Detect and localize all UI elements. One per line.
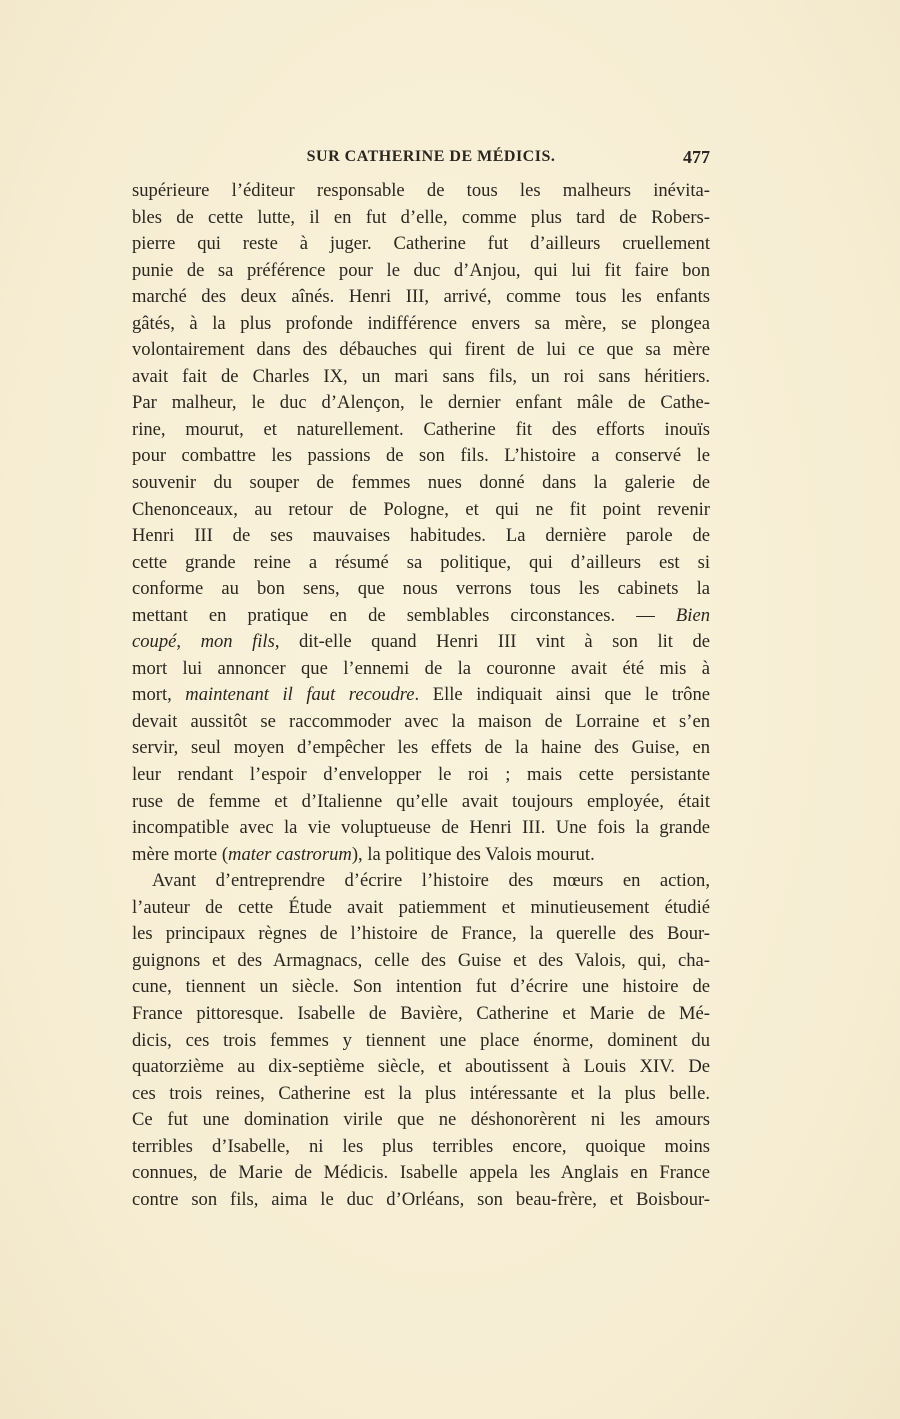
page-number: 477 [683, 147, 710, 167]
text-segment: guignons et des Armagnacs, celle des Guise et des Valois, qui, cha- [132, 949, 710, 971]
text-line [132, 1001, 710, 1028]
text-line [132, 1187, 710, 1214]
text-line [132, 921, 710, 948]
text-line [132, 762, 710, 789]
text-segment: ces trois reines, Catherine est la plus intéressante et la plus belle. [132, 1082, 710, 1104]
text-segment: , [176, 631, 201, 653]
text-line [132, 576, 710, 603]
text-line [132, 1028, 710, 1055]
text-segment: France pittoresque. Isabelle de Bavière, Catherine et Marie de Mé- [132, 1002, 710, 1024]
body-text [132, 178, 710, 1213]
text-line [132, 178, 710, 205]
text-line [132, 390, 710, 417]
text-line [132, 1081, 710, 1108]
text-line [132, 735, 710, 762]
text-segment: pour combattre les passions de son fils. L’histoire a conservé le [132, 445, 710, 467]
text-line [132, 948, 710, 975]
italic-text: coupé [132, 631, 177, 653]
text-line [132, 1054, 710, 1081]
text-segment: leur rendant l’espoir d’envelopper le roi ; mais cette persistante [132, 764, 710, 786]
text-line [132, 1160, 710, 1187]
text-segment: cette grande reine a résumé sa politique, qui d’ailleurs est si [132, 551, 710, 573]
text-line [132, 364, 710, 391]
italic-text: mater castrorum [228, 843, 352, 865]
text-segment: supérieure l’éditeur responsable de tous les malheurs inévita- [132, 180, 710, 201]
text-segment: gâtés, à la plus profonde indifférence envers sa mère, se plongea [132, 312, 710, 334]
text-segment: volontairement dans des débauches qui firent de lui ce que sa mère [132, 339, 710, 361]
text-segment: pierre qui reste à juger. Catherine fut d’ailleurs cruellement [132, 233, 710, 255]
text-line [132, 337, 710, 364]
text-line [132, 523, 710, 550]
text-line [132, 709, 710, 736]
text-line [132, 656, 710, 683]
text-segment: Ce fut une domination virile que ne déshonorèrent ni les amours [132, 1109, 710, 1131]
text-segment: Avant d’entreprendre d’écrire l’histoire des mœurs en action, [152, 870, 710, 892]
text-segment: connues, de Marie de Médicis. Isabelle appela les Anglais en France [132, 1162, 710, 1184]
text-segment: incompatible avec la vie voluptueuse de Henri III. Une fois la grande [132, 817, 710, 839]
text-segment: devait aussitôt se raccommoder avec la maison de Lorraine et s’en [132, 710, 710, 732]
text-line [132, 629, 710, 656]
text-segment: quatorzième au dix-septième siècle, et aboutissent à Louis XIV. De [132, 1056, 710, 1078]
text-line [132, 231, 710, 258]
text-line [132, 470, 710, 497]
text-line [132, 868, 710, 895]
text-segment: bles de cette lutte, il en fut d’elle, comme plus tard de Robers- [132, 206, 710, 228]
text-line [132, 311, 710, 338]
text-segment: cune, tiennent un siècle. Son intention fut d’écrire une histoire de [132, 976, 710, 998]
italic-text: maintenant il faut recoudre [185, 684, 415, 706]
text-line [132, 258, 710, 285]
text-line [132, 842, 710, 869]
text-line [132, 1134, 710, 1161]
text-line [132, 205, 710, 232]
text-line [132, 974, 710, 1001]
text-segment: mort lui annoncer que l’ennemi de la couronne avait été mis à [132, 657, 710, 679]
text-segment: rine, mourut, et naturellement. Catherine fit des efforts inouïs [132, 418, 710, 440]
text-segment: ), la politique des Valois mourut. [351, 843, 595, 865]
text-segment: mettant en pratique en de semblables circonstances. — [132, 604, 676, 626]
italic-text: Bien [675, 604, 710, 626]
text-segment: punie de sa préférence pour le duc d’Anjou, qui lui fit faire bon [132, 259, 710, 281]
italic-text: mon fils [200, 631, 275, 653]
text-line [132, 284, 710, 311]
text-segment: servir, seul moyen d’empêcher les effets de la haine des Guise, en [132, 737, 710, 759]
text-line [132, 550, 710, 577]
text-line [132, 789, 710, 816]
text-segment: conforme au bon sens, que nous verrons tous les cabinets la [132, 578, 710, 600]
running-title: SUR CATHERINE DE MÉDICIS. [306, 148, 556, 165]
text-line [132, 417, 710, 444]
text-segment: Par malheur, le duc d’Alençon, le dernier enfant mâle de Cathe- [132, 392, 710, 414]
text-segment: Chenonceaux, au retour de Pologne, et qui ne fit point revenir [132, 498, 710, 520]
text-line [132, 603, 710, 630]
text-segment: dicis, ces trois femmes y tiennent une place énorme, dominent du [132, 1029, 710, 1051]
text-segment: contre son fils, aima le duc d’Orléans, son beau-frère, et Boisbour- [132, 1188, 710, 1210]
text-segment: avait fait de Charles IX, un mari sans fils, un roi sans héritiers. [132, 365, 710, 387]
text-segment: l’auteur de cette Étude avait patiemment et minutieusement étudié [132, 896, 710, 918]
page-header [132, 148, 710, 174]
text-segment: Henri III de ses mauvaises habitudes. La dernière parole de [132, 525, 710, 547]
text-line [132, 1107, 710, 1134]
text-segment: mère morte ( [132, 843, 229, 865]
text-segment: marché des deux aînés. Henri III, arrivé, comme tous les enfants [132, 286, 710, 308]
text-segment: les principaux règnes de l’histoire de France, la querelle des Bour- [132, 923, 710, 945]
text-segment: mort, [132, 684, 186, 706]
text-segment: souvenir du souper de femmes nues donné dans la galerie de [132, 472, 710, 494]
text-line [132, 815, 710, 842]
text-line [132, 682, 710, 709]
text-line [132, 895, 710, 922]
text-line [132, 497, 710, 524]
text-segment: . Elle indiquait ainsi que le trône [414, 684, 710, 706]
text-segment: ruse de femme et d’Italienne qu’elle avait toujours employée, était [132, 790, 710, 812]
text-line [132, 443, 710, 470]
text-segment: terribles d’Isabelle, ni les plus terribles encore, quoique moins [132, 1135, 710, 1157]
text-segment: , dit-elle quand Henri III vint à son lit de [274, 631, 710, 653]
